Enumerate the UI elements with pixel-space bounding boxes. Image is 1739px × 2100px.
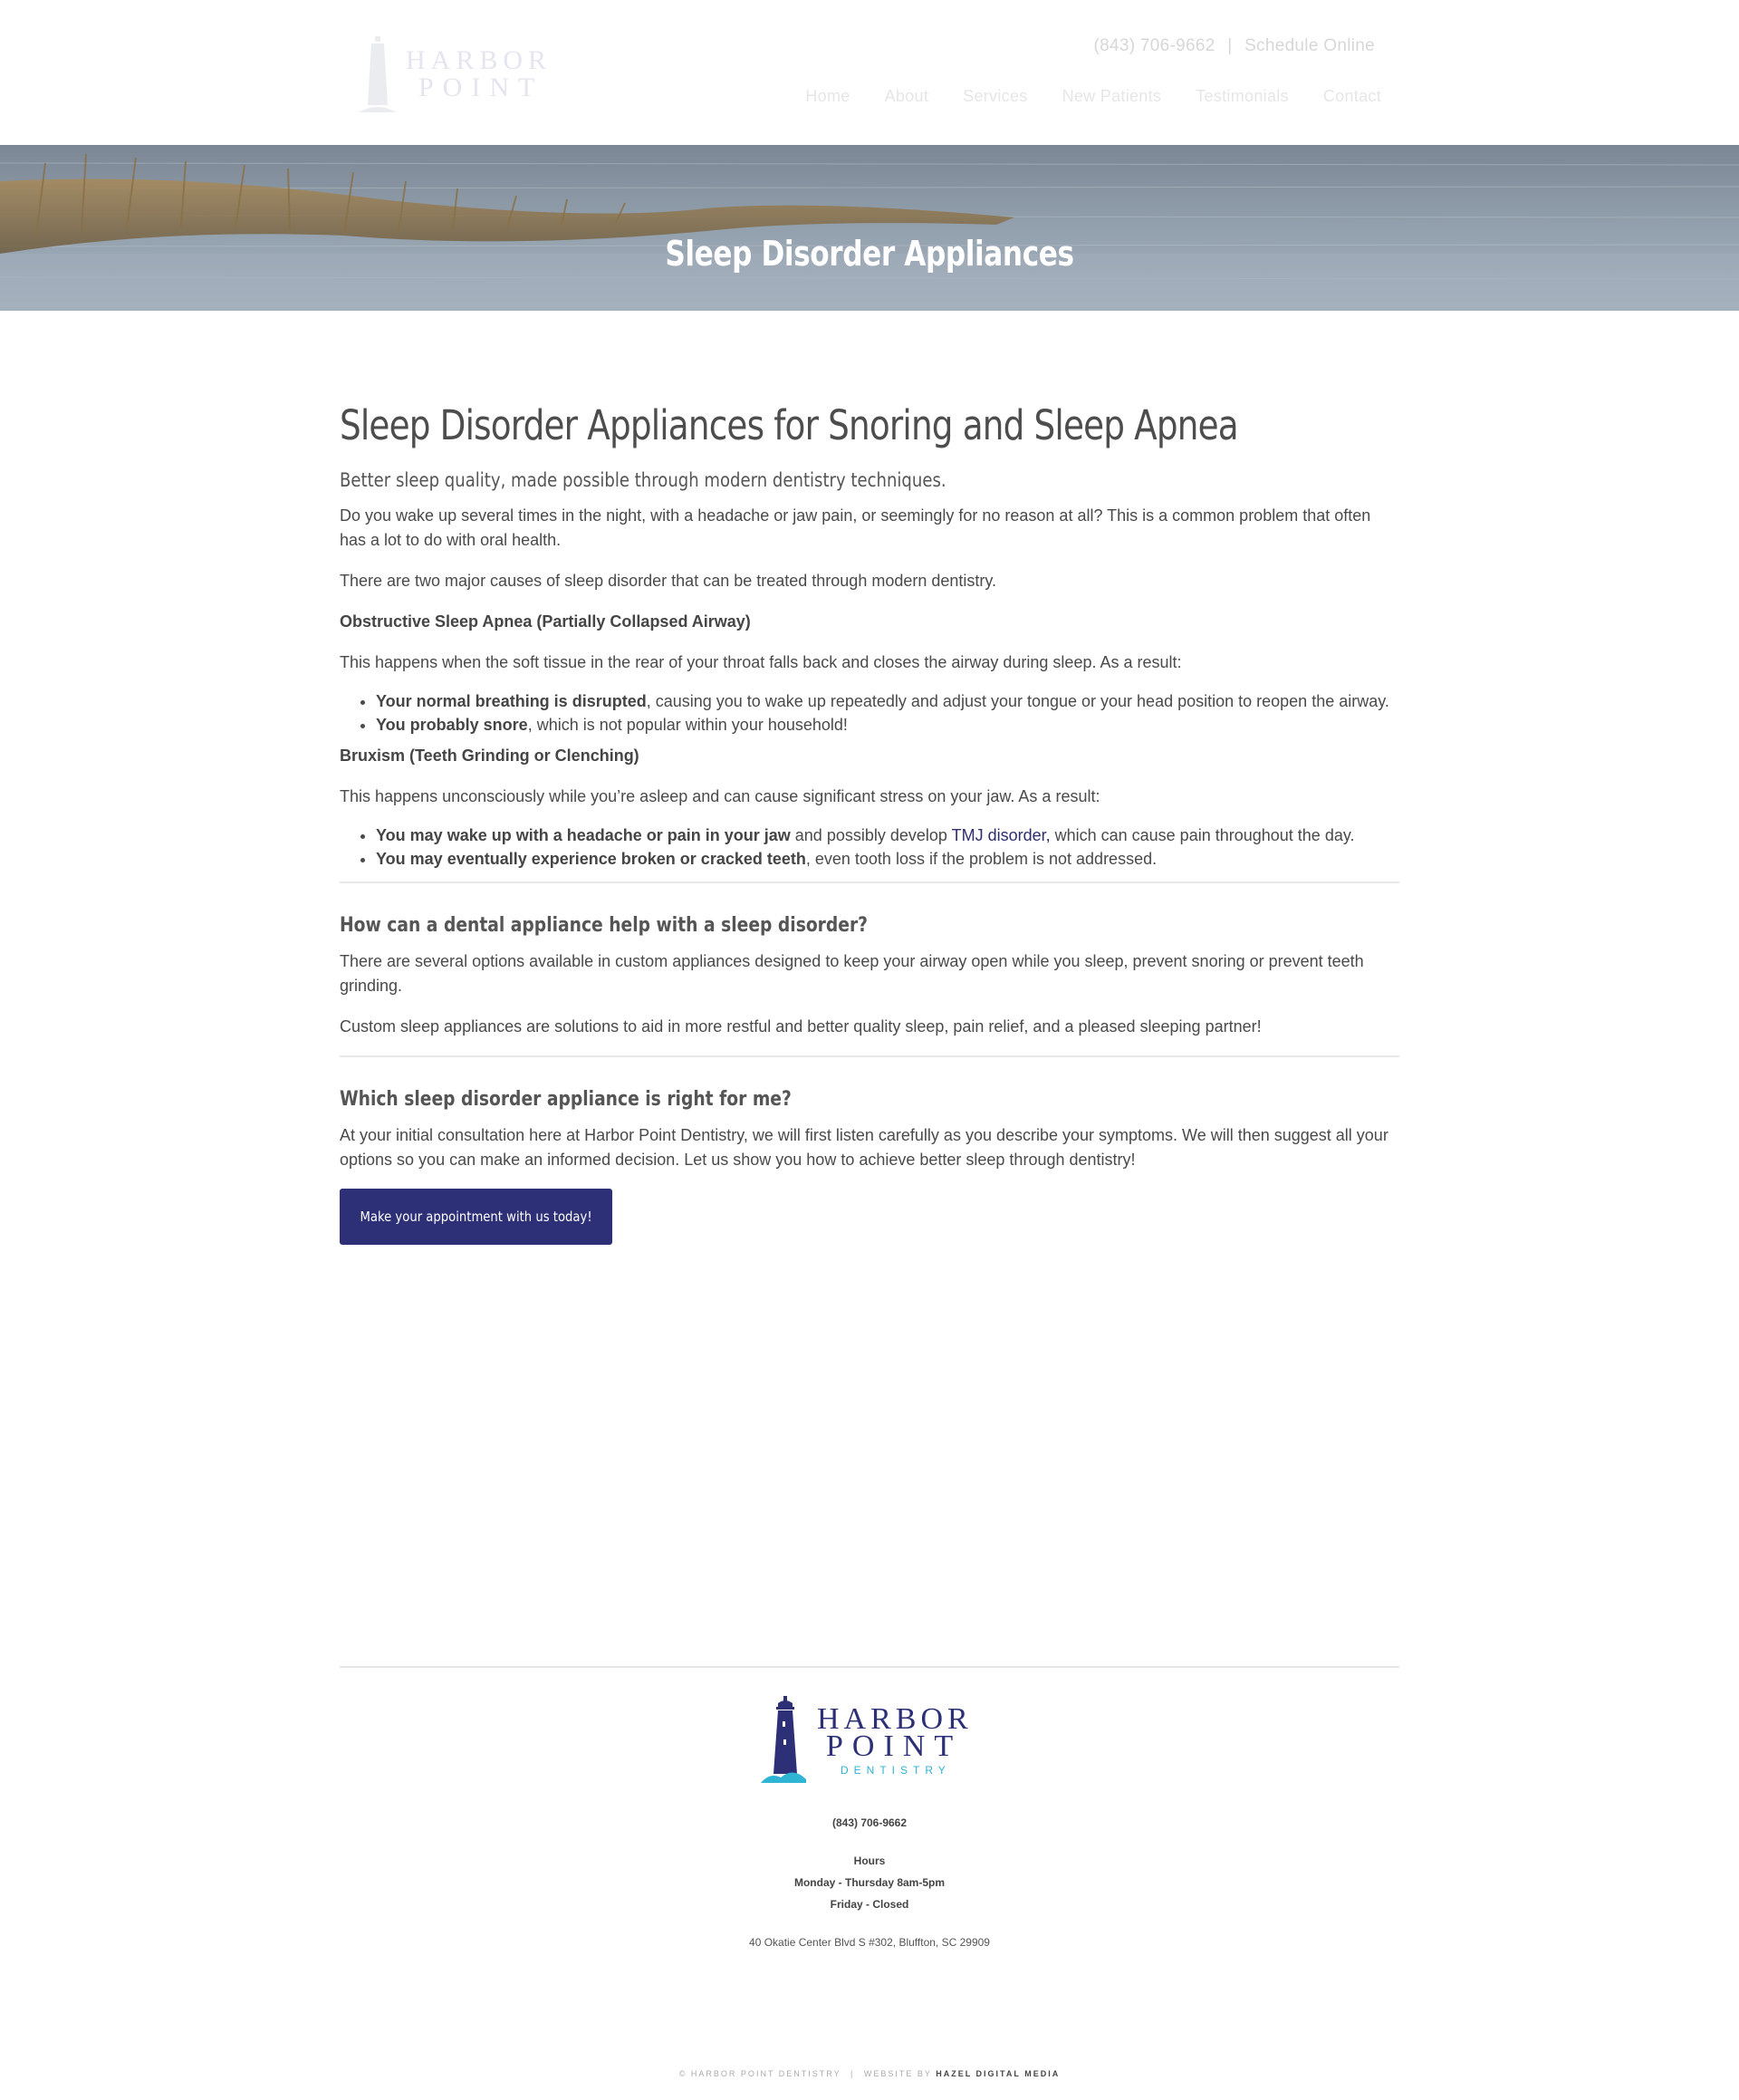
bruxism-bullet1-end: which can cause pain throughout the day. <box>1050 826 1355 844</box>
header-logo-line1: HARBOR <box>406 45 552 75</box>
section-which-para1: At your initial consultation here at Harbor Point Dentistry, we will first listen carefully as you describe your symptoms. We will then suggest all your options so you can make an informed decision. Let us show you how to achieve better sleep through dentistry! <box>340 1126 1388 1169</box>
page-heading: Sleep Disorder Appliances for Snoring and Sleep Apnea <box>340 401 1238 449</box>
main-nav <box>805 87 1381 106</box>
copyright-text: © HARBOR POINT DENTISTRY <box>678 2069 841 2078</box>
marsh-water-image <box>0 145 1739 311</box>
nav-about[interactable]: About <box>884 87 929 105</box>
header-phone-link[interactable]: (843) 706-9662 <box>1093 36 1215 55</box>
hazel-digital-media-link[interactable]: HAZEL DIGITAL MEDIA <box>936 2069 1061 2078</box>
make-appointment-button-label: Make your appointment with us today! <box>360 1209 592 1225</box>
causes-paragraph: There are two major causes of sleep disorder that can be treated through modern dentistry. <box>340 572 997 590</box>
lead-text: Better sleep quality, made possible through modern dentistry techniques. <box>340 469 946 491</box>
site-header <box>0 0 1739 145</box>
nav-home[interactable]: Home <box>805 87 850 105</box>
footer-phone[interactable]: (843) 706-9662 <box>831 1816 908 1829</box>
intro-paragraph: Do you wake up several times in the night, with a headache or jaw pain, or seemingly for no reason at all? This is a common problem that often has a lot to do with oral health. <box>340 506 1371 549</box>
apnea-bullets <box>376 689 1399 737</box>
list-item <box>376 713 1399 737</box>
footer-hours-friday: Friday - Closed <box>830 1898 909 1911</box>
header-logo[interactable] <box>355 29 572 120</box>
bruxism-bullet1-bold: You may wake up with a headache or pain in your jaw <box>376 826 791 844</box>
footer-logo[interactable] <box>761 1694 978 1785</box>
header-logo-line2: POINT <box>418 72 544 102</box>
footer-hours-label: Hours <box>853 1854 886 1867</box>
header-contact-separator: | <box>1227 36 1233 55</box>
hero-title: Sleep Disorder Appliances <box>665 234 1074 274</box>
main-content <box>340 399 1399 1245</box>
credit-prefix: WEBSITE BY <box>863 2069 932 2078</box>
apnea-bullet2-bold: You probably snore <box>376 716 528 734</box>
nav-services[interactable]: Services <box>963 87 1028 105</box>
footer-logo-line3: DENTISTRY <box>841 1764 951 1777</box>
footer-logo-line1: HARBOR <box>817 1702 973 1736</box>
bruxism-bullets <box>376 824 1399 871</box>
hero-banner <box>0 145 1739 311</box>
nav-testimonials[interactable]: Testimonials <box>1196 87 1289 105</box>
lighthouse-icon <box>359 36 397 112</box>
section-title-which: Which sleep disorder appliance is right for me? <box>340 1088 792 1111</box>
footer-hours-weekday: Monday - Thursday 8am-5pm <box>793 1876 946 1889</box>
footer-address: 40 Okatie Center Blvd S #302, Bluffton, SC 29909 <box>749 1936 990 1949</box>
copyright-separator: | <box>850 2069 855 2078</box>
footer-divider <box>340 1666 1399 1668</box>
section-divider <box>340 881 1399 883</box>
apnea-title: Obstructive Sleep Apnea (Partially Collapsed Airway) <box>340 612 751 631</box>
lighthouse-icon <box>761 1696 806 1783</box>
bruxism-bullet1-mid: and possibly develop <box>790 826 952 844</box>
make-appointment-button[interactable] <box>340 1189 612 1245</box>
apnea-description: This happens when the soft tissue in the rear of your throat falls back and closes the airway during sleep. As a result: <box>340 653 1182 671</box>
copyright-bar <box>0 2069 1739 2078</box>
section-title-help: How can a dental appliance help with a sleep disorder? <box>340 914 869 937</box>
apnea-bullet1-bold: Your normal breathing is disrupted <box>376 692 647 710</box>
list-item <box>376 689 1399 713</box>
bruxism-title: Bruxism (Teeth Grinding or Clenching) <box>340 747 639 765</box>
section-help-para2: Custom sleep appliances are solutions to aid in more restful and better quality sleep, pain relief, and a pleased sleeping partner! <box>340 1017 1262 1036</box>
list-item <box>376 824 1399 847</box>
schedule-online-link[interactable]: Schedule Online <box>1244 36 1375 55</box>
bruxism-description: This happens unconsciously while you’re asleep and can cause significant stress on your jaw. As a result: <box>340 787 1100 805</box>
nav-contact[interactable]: Contact <box>1322 87 1381 105</box>
section-divider <box>340 1055 1399 1057</box>
list-item <box>376 847 1399 871</box>
footer-logo-line2: POINT <box>826 1729 963 1763</box>
bruxism-bullet2-rest: , even tooth loss if the problem is not addressed. <box>805 850 1158 868</box>
bruxism-bullet2-bold: You may eventually experience broken or cracked teeth <box>376 850 806 868</box>
nav-new-patients[interactable]: New Patients <box>1062 87 1162 105</box>
tmj-disorder-link[interactable]: TMJ disorder, <box>951 826 1051 844</box>
header-contact <box>1093 36 1375 56</box>
apnea-bullet2-rest: , which is not popular within your household! <box>527 716 848 734</box>
section-help-para1: There are several options available in custom appliances designed to keep your airway open while you sleep, prevent snoring or prevent teeth grinding. <box>340 952 1364 995</box>
apnea-bullet1-rest: , causing you to wake up repeatedly and adjust your tongue or your head position to reopen the airway. <box>646 692 1389 710</box>
